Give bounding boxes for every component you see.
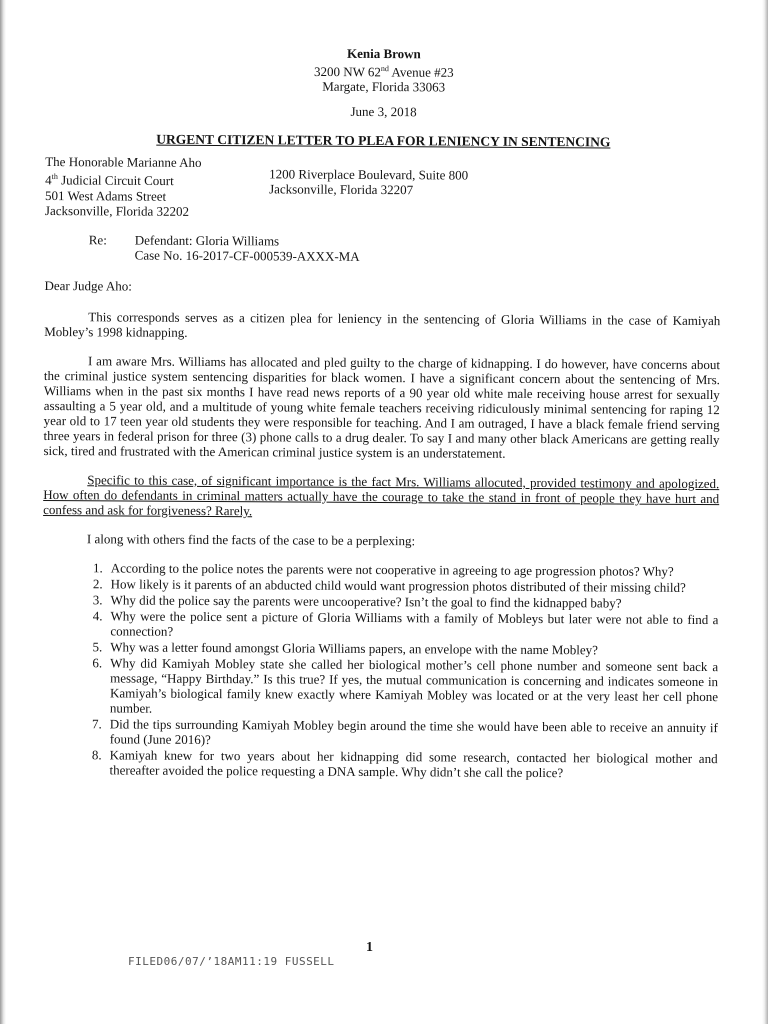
letter-subject: URGENT CITIZEN LETTER TO PLEA FOR LENIENCY IN SENTENCING (156, 132, 611, 150)
re-case-number: Case No. 16-2017-CF-000539-AXXX-MA (134, 247, 360, 264)
filed-stamp: FILED06/07/’18AM11:19 FUSSELL (128, 955, 335, 968)
recipient-court: 4th Judicial Circuit Court (45, 172, 174, 189)
list-item-number: 2. (92, 575, 103, 592)
recipient-address (45, 154, 269, 219)
recipient-alt-city: Jacksonville, Florida 32207 (269, 181, 414, 198)
list-item-text: Did the tips surrounding Kamiyah Mobley begin around the time she would have been able to receive an annuity if found (June 2016)? (109, 716, 718, 747)
sender-street: 3200 NW 62nd Avenue #23 (313, 63, 454, 80)
letter-date: June 3, 2018 (350, 104, 417, 120)
list-item-text: Kamiyah knew for two years about her kidnapping did some research, contacted her biological mother and thereafter avoided the police requesting a DNA sample. Why didn’t she call the police? (109, 747, 718, 780)
recipient-block (45, 154, 721, 221)
list-item-text: Why did Kamiyah Mobley state she called her biological mother’s cell phone number and someone sent back a message, “Happy Birthday.” Is this true? If yes, the mutual communication is concerning and indicates someone in Kamiyah’s biological family knew exactly where Kamiyah Mobley was located or at the very least her cell phone number. (109, 655, 719, 716)
page-number: 1 (366, 940, 373, 955)
scan-edge-left (0, 0, 6, 1024)
list-item (42, 716, 718, 750)
list-item-number: 5. (92, 638, 103, 655)
recipient-alt-street: 1200 Riverplace Boulevard, Suite 800 (269, 166, 469, 183)
body-paragraph-3: Specific to this case, of significant importance is the fact Mrs. Williams allocuted, provided testimony and apologized. How often do defendants in criminal matters actually have the courage to take the stand in front of people they have hurt and confess and ask for forgiveness? Rarely. (43, 471, 720, 518)
re-label: Re: (88, 231, 107, 248)
questions-list (42, 560, 719, 781)
scan-edge-right (762, 0, 768, 1024)
list-item (42, 608, 718, 642)
re-details (135, 232, 360, 263)
re-block (89, 232, 721, 266)
list-item-number: 8. (91, 746, 102, 763)
sender-name: Kenia Brown (346, 45, 421, 62)
questions-intro: I along with others find the facts of the case to be a perplexing: (86, 530, 416, 548)
sender-city: Margate, Florida 33063 (322, 79, 446, 95)
re-defendant: Defendant: Gloria Williams (134, 232, 280, 249)
sender-street-suffix: nd (380, 64, 389, 74)
recipient-city: Jacksonville, Florida 32202 (44, 202, 190, 219)
body-paragraph-1: This corresponds serves as a citizen plea for leniency in the sentencing of Gloria Williams in the case of Kamiyah Mobley’s 1998 kidnapping. (44, 308, 721, 340)
recipient-name: The Honorable Marianne Aho (45, 154, 202, 171)
recipient-street: 501 West Adams Street (45, 187, 167, 204)
list-item-text: Why did the police say the parents were uncooperative? Isn’t the goal to find the kidnapped baby? (110, 592, 622, 611)
list-item-text: Why was a letter found amongst Gloria Williams papers, an envelope with the name Mobley? (110, 639, 599, 658)
list-item (42, 655, 718, 719)
list-item-text: According to the police notes the parents were not cooperative in agreeing to age progression photos? Why? (110, 560, 674, 579)
sender-block (46, 44, 722, 121)
recipient-alt-address (269, 156, 468, 221)
list-item-number: 3. (92, 591, 103, 608)
letter-page (41, 40, 721, 782)
list-item-text: Why were the police sent a picture of Gloria Williams with a family of Mobleys but later were not able to find a connection? (110, 608, 719, 639)
list-item-number: 1. (92, 559, 103, 576)
list-item-number: 4. (92, 607, 103, 624)
body-paragraph-2: I am aware Mrs. Williams has allocated and pled guilty to the charge of kidnapping. I do however, have concerns about the criminal justice system sentencing disparities for black women. I have a significant concern about the sentencing of Mrs. Williams when in the past six months I have read news reports of a 90 year old white male receiving house arrest for sexually assaulting a 5 year old, and a multitude of young white female teachers receiving ridiculously minimal sentencing for raping 12 year old to 17 teen year old students they were responsible for teaching. And I am outraged, I have a black female friend serving three years in federal prison for three (3) phone calls to a drug dealer. To say I and many other black Americans are getting really sick, tired and frustrated with the American criminal justice system is an understatement. (43, 352, 721, 461)
list-item-number: 7. (92, 715, 102, 732)
salutation: Dear Judge Aho: (44, 277, 132, 294)
list-item (42, 747, 718, 781)
list-item-number: 6. (92, 654, 103, 671)
list-item-text: How likely is it parents of an abducted child would want progression photos distributed of their missing child? (110, 576, 686, 595)
